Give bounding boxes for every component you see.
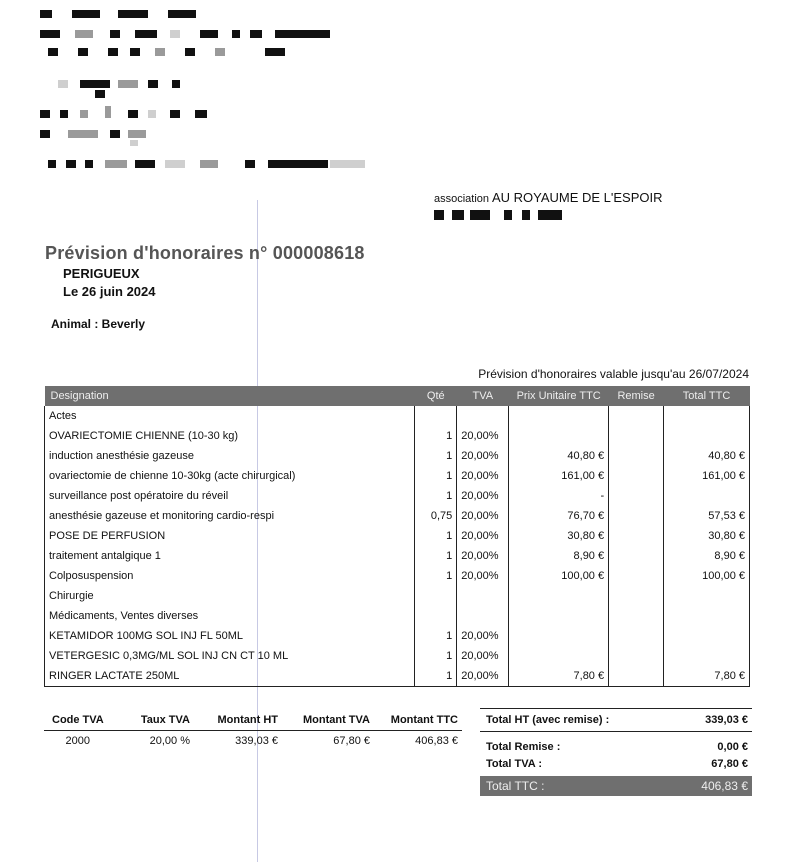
col-tva: TVA <box>457 386 509 406</box>
row-designation: induction anesthésie gazeuse <box>45 446 415 466</box>
row-unit-price: 40,80 € <box>509 446 609 466</box>
row-discount <box>609 486 664 506</box>
row-designation: Colposuspension <box>45 566 415 586</box>
tva-row <box>44 731 462 752</box>
row-discount <box>609 526 664 546</box>
row-tva: 20,00% <box>457 506 509 526</box>
row-designation: Médicaments, Ventes diverses <box>45 606 415 626</box>
row-tva <box>457 406 509 426</box>
table-row <box>45 546 750 566</box>
table-row <box>45 506 750 526</box>
row-tva: 20,00% <box>457 446 509 466</box>
row-discount <box>609 626 664 646</box>
row-unit-price: 30,80 € <box>509 526 609 546</box>
tva-col-code: Code TVA <box>44 710 120 731</box>
total-remise-row <box>480 738 752 755</box>
tva-table <box>44 710 462 751</box>
table-row <box>45 586 750 606</box>
validity-note: Prévision d'honoraires valable jusqu'au 26/07/2024 <box>478 367 749 381</box>
animal-name: Animal : Beverly <box>51 317 146 331</box>
row-qty: 1 <box>415 466 457 486</box>
col-total: Total TTC <box>664 386 750 406</box>
row-qty: 1 <box>415 486 457 506</box>
items-header-row <box>45 386 750 406</box>
row-unit-price <box>509 406 609 426</box>
row-total: 30,80 € <box>664 526 750 546</box>
row-tva: 20,00% <box>457 646 509 666</box>
row-designation: OVARIECTOMIE CHIENNE (10-30 kg) <box>45 426 415 446</box>
row-unit-price <box>509 646 609 666</box>
row-tva: 20,00% <box>457 666 509 687</box>
row-tva: 20,00% <box>457 546 509 566</box>
row-qty: 1 <box>415 666 457 687</box>
row-tva <box>457 606 509 626</box>
row-total: 100,00 € <box>664 566 750 586</box>
total-ttc-row <box>480 776 752 796</box>
row-qty: 1 <box>415 626 457 646</box>
row-unit-price <box>509 586 609 606</box>
row-designation: RINGER LACTATE 250ML <box>45 666 415 687</box>
city: PERIGUEUX <box>63 266 140 281</box>
row-total <box>664 426 750 446</box>
row-designation: traitement antalgique 1 <box>45 546 415 566</box>
row-discount <box>609 666 664 687</box>
row-discount <box>609 546 664 566</box>
total-remise-value: 0,00 € <box>717 740 748 753</box>
row-designation: Chirurgie <box>45 586 415 606</box>
table-row <box>45 406 750 426</box>
row-total <box>664 646 750 666</box>
row-qty: 1 <box>415 446 457 466</box>
tva-amount: 67,80 € <box>333 735 370 747</box>
row-total <box>664 626 750 646</box>
row-tva: 20,00% <box>457 426 509 446</box>
row-discount <box>609 646 664 666</box>
col-unit-price: Prix Unitaire TTC <box>509 386 609 406</box>
row-designation: anesthésie gazeuse et monitoring cardio-respi <box>45 506 415 526</box>
row-total <box>664 606 750 626</box>
tva-ttc: 406,83 € <box>415 735 458 747</box>
totals-block <box>480 708 752 796</box>
tva-col-tva: Montant TVA <box>282 710 374 731</box>
row-designation: ovariectomie de chienne 10-30kg (acte chirurgical) <box>45 466 415 486</box>
total-ht-label: Total HT (avec remise) : <box>486 714 610 726</box>
row-unit-price: 76,70 € <box>509 506 609 526</box>
row-total: 57,53 € <box>664 506 750 526</box>
row-discount <box>609 506 664 526</box>
row-total <box>664 406 750 426</box>
document-number: 000008618 <box>272 243 365 263</box>
row-unit-price <box>509 426 609 446</box>
title-label: Prévision d'honoraires n° <box>45 243 268 263</box>
table-row <box>45 426 750 446</box>
row-total: 161,00 € <box>664 466 750 486</box>
table-row <box>45 486 750 506</box>
tva-rate: 20,00 % <box>149 735 190 747</box>
document-date: Le 26 juin 2024 <box>63 284 156 299</box>
row-qty: 1 <box>415 546 457 566</box>
row-discount <box>609 566 664 586</box>
row-tva: 20,00% <box>457 526 509 546</box>
row-total: 8,90 € <box>664 546 750 566</box>
row-unit-price: 7,80 € <box>509 666 609 687</box>
col-discount: Remise <box>609 386 664 406</box>
row-designation: KETAMIDOR 100MG SOL INJ FL 50ML <box>45 626 415 646</box>
row-total: 40,80 € <box>664 446 750 466</box>
table-row <box>45 526 750 546</box>
total-ttc-label: Total TTC : <box>486 779 545 793</box>
row-discount <box>609 446 664 466</box>
total-ttc-value: 406,83 € <box>701 779 748 793</box>
page-title <box>45 243 365 264</box>
row-designation: Actes <box>45 406 415 426</box>
tva-col-ttc: Montant TTC <box>374 710 462 731</box>
tva-col-ht: Montant HT <box>194 710 282 731</box>
row-discount <box>609 406 664 426</box>
row-discount <box>609 586 664 606</box>
table-row <box>45 566 750 586</box>
row-qty: 1 <box>415 646 457 666</box>
items-table <box>44 386 750 687</box>
tva-ht: 339,03 € <box>235 735 278 747</box>
table-row <box>45 646 750 666</box>
row-unit-price: 8,90 € <box>509 546 609 566</box>
row-unit-price: 100,00 € <box>509 566 609 586</box>
row-qty: 1 <box>415 426 457 446</box>
row-total: 7,80 € <box>664 666 750 687</box>
col-designation: Designation <box>45 386 415 406</box>
row-tva: 20,00% <box>457 626 509 646</box>
table-row <box>45 666 750 687</box>
association-name <box>434 190 663 205</box>
tva-col-rate: Taux TVA <box>120 710 194 731</box>
row-unit-price: - <box>509 486 609 506</box>
row-designation: POSE DE PERFUSION <box>45 526 415 546</box>
row-unit-price: 161,00 € <box>509 466 609 486</box>
row-total <box>664 486 750 506</box>
tva-header-row <box>44 710 462 731</box>
row-discount <box>609 606 664 626</box>
row-designation: surveillance post opératoire du réveil <box>45 486 415 506</box>
table-row <box>45 606 750 626</box>
row-unit-price <box>509 606 609 626</box>
association-prefix: association <box>434 193 490 205</box>
row-discount <box>609 426 664 446</box>
row-total <box>664 586 750 606</box>
row-tva: 20,00% <box>457 486 509 506</box>
tva-code: 2000 <box>65 735 90 747</box>
row-designation: VETERGESIC 0,3MG/ML SOL INJ CN CT 10 ML <box>45 646 415 666</box>
table-row <box>45 446 750 466</box>
row-tva <box>457 586 509 606</box>
total-ht-value: 339,03 € <box>705 714 748 726</box>
table-row <box>45 626 750 646</box>
total-tva-row <box>480 755 752 772</box>
row-unit-price <box>509 626 609 646</box>
row-tva: 20,00% <box>457 566 509 586</box>
association-title: AU ROYAUME DE L'ESPOIR <box>491 190 663 205</box>
col-qty: Qté <box>415 386 457 406</box>
row-qty <box>415 586 457 606</box>
total-tva-label: Total TVA : <box>486 757 543 770</box>
row-tva: 20,00% <box>457 466 509 486</box>
row-qty: 1 <box>415 566 457 586</box>
row-qty: 0,75 <box>415 506 457 526</box>
row-qty: 1 <box>415 526 457 546</box>
row-discount <box>609 466 664 486</box>
total-ht-row <box>480 708 752 732</box>
total-remise-label: Total Remise : <box>486 740 561 753</box>
row-qty <box>415 406 457 426</box>
row-qty <box>415 606 457 626</box>
table-row <box>45 466 750 486</box>
total-tva-value: 67,80 € <box>711 757 748 770</box>
